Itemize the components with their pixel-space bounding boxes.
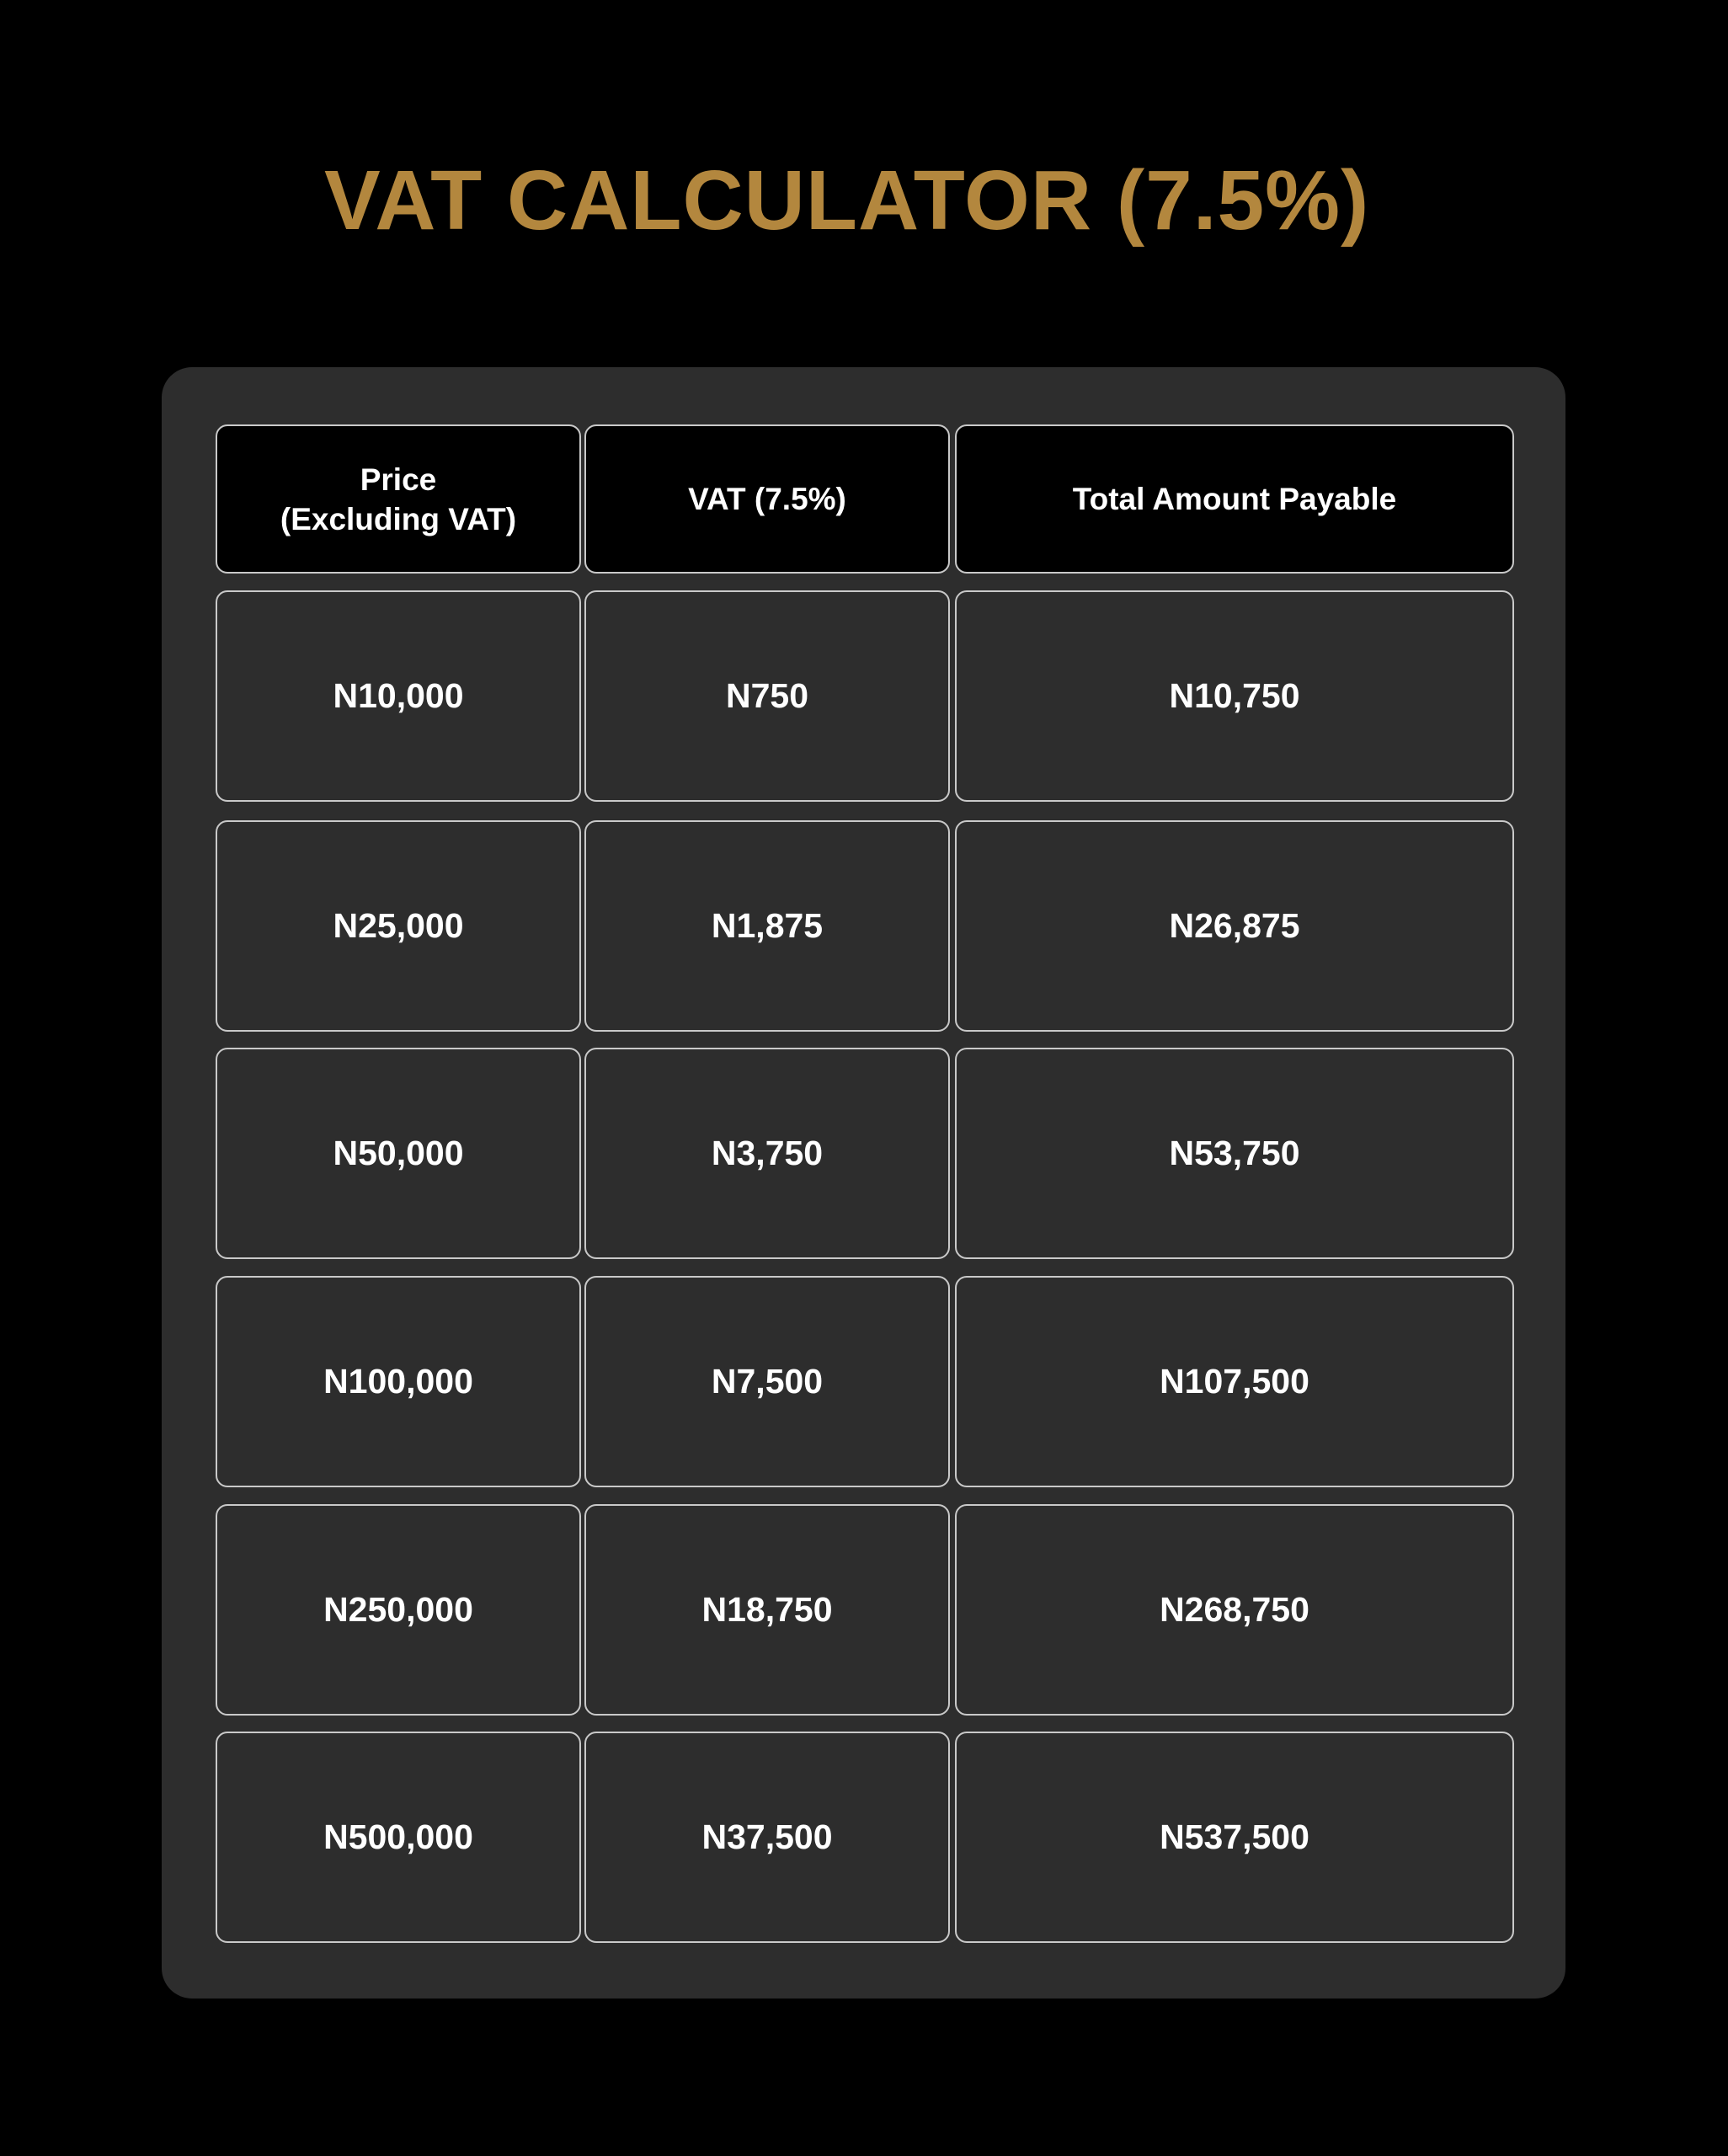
header-vat: VAT (7.5%)	[584, 424, 950, 574]
cell-price: N10,000	[216, 590, 581, 802]
cell-vat: N18,750	[584, 1504, 950, 1716]
cell-total: N53,750	[955, 1048, 1514, 1259]
header-price	[216, 424, 581, 574]
cell-total: N10,750	[955, 590, 1514, 802]
cell-vat: N37,500	[584, 1732, 950, 1943]
page-title: VAT CALCULATOR (7.5%)	[324, 153, 1370, 248]
header-price-line2: (Excluding VAT)	[280, 501, 517, 536]
cell-vat: N750	[584, 590, 950, 802]
header-price-line1: Price	[360, 462, 437, 497]
header-total: Total Amount Payable	[955, 424, 1514, 574]
cell-price: N50,000	[216, 1048, 581, 1259]
cell-vat: N1,875	[584, 820, 950, 1032]
cell-price: N100,000	[216, 1276, 581, 1487]
cell-total: N537,500	[955, 1732, 1514, 1943]
cell-vat: N3,750	[584, 1048, 950, 1259]
cell-price: N25,000	[216, 820, 581, 1032]
cell-price: N250,000	[216, 1504, 581, 1716]
cell-price: N500,000	[216, 1732, 581, 1943]
cell-total: N268,750	[955, 1504, 1514, 1716]
cell-total: N107,500	[955, 1276, 1514, 1487]
vat-table	[162, 367, 1565, 1999]
cell-vat: N7,500	[584, 1276, 950, 1487]
cell-total: N26,875	[955, 820, 1514, 1032]
